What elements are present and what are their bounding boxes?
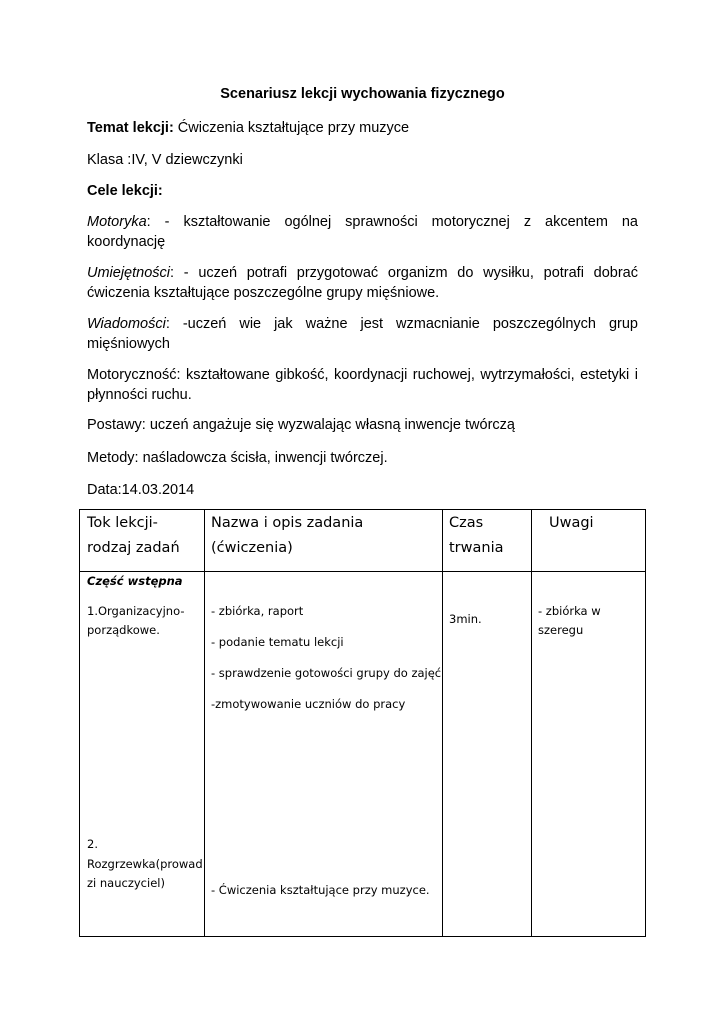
goal-skills (87, 263, 638, 303)
header-course (80, 510, 205, 572)
knowledge-label: Wiadomości (87, 316, 166, 332)
header-notes (532, 510, 646, 572)
methods-line: Metody: naśladowcza ścisła, inwencji twórczej. (87, 450, 388, 466)
duration-cell (443, 572, 532, 937)
header-duration-line2: trwania (449, 540, 504, 556)
lesson-table (79, 509, 646, 937)
topic-value: Ćwiczenia kształtujące przy muzyce (173, 120, 410, 136)
header-course-line2: rodzaj zadań (87, 540, 180, 556)
class-line: Klasa :IV, V dziewczynki (87, 152, 243, 168)
skills-label: Umiejętności (87, 265, 170, 281)
header-duration-line1: Czas (449, 515, 484, 531)
table-row (80, 572, 646, 937)
table-header-row (80, 510, 646, 572)
header-course-line1: Tok lekcji- (87, 515, 158, 531)
header-notes-label: Uwagi (549, 515, 594, 531)
lesson-topic (87, 118, 638, 138)
header-task-name (205, 510, 443, 572)
step1-line2: porządkowe. (87, 623, 160, 637)
step2-line3: zi nauczyciel) (87, 876, 165, 890)
motoricity-line: Motoryczność: kształtowane gibkość, koordynacji ruchowej, wytrzymałości, estetyki i płynności ruchu. (87, 367, 638, 403)
goal-motor (87, 212, 638, 252)
date-line: Data:14.03.2014 (87, 482, 195, 498)
notes-line2: szeregu (538, 623, 584, 637)
step2-line1: 2. (87, 837, 98, 851)
course-cell (80, 572, 205, 937)
motor-text: : - kształtowanie ogólnej sprawności motorycznej z akcentem na koordynację (87, 214, 638, 250)
header-task-line2: (ćwiczenia) (211, 540, 293, 556)
step1-line1: 1.Organizacyjno- (87, 604, 185, 618)
topic-label: Temat lekcji: (87, 120, 174, 136)
task-item: - zbiórka, raport (211, 604, 304, 618)
notes-cell (532, 572, 646, 937)
header-task-line1: Nazwa i opis zadania (211, 515, 364, 531)
step2-line2: Rozgrzewka(prowad (87, 857, 203, 871)
task-item: -zmotywowanie uczniów do pracy (211, 697, 406, 711)
attitudes-line: Postawy: uczeń angażuje się wyzwalając własną inwencje twórczą (87, 417, 515, 433)
warmup-task: - Ćwiczenia kształtujące przy muzyce. (211, 883, 430, 897)
goals-heading: Cele lekcji: (87, 183, 163, 199)
motor-label: Motoryka (87, 214, 147, 230)
knowledge-text: : -uczeń wie jak ważne jest wzmacnianie poszczególnych grup mięśniowych (87, 316, 638, 352)
section-label: Część wstępna (87, 574, 183, 588)
goal-knowledge (87, 314, 638, 354)
task-item: - podanie tematu lekcji (211, 635, 344, 649)
skills-text: : - uczeń potrafi przygotować organizm do wysiłku, potrafi dobrać ćwiczenia kształtujące poszczególne grupy mięśniowe. (87, 265, 638, 301)
duration-value: 3min. (449, 612, 482, 626)
notes-line1: - zbiórka w (538, 604, 601, 618)
header-duration (443, 510, 532, 572)
task-cell (205, 572, 443, 937)
task-item: - sprawdzenie gotowości grupy do zajęć (211, 666, 442, 680)
document-title: Scenariusz lekcji wychowania fizycznego (220, 86, 505, 102)
